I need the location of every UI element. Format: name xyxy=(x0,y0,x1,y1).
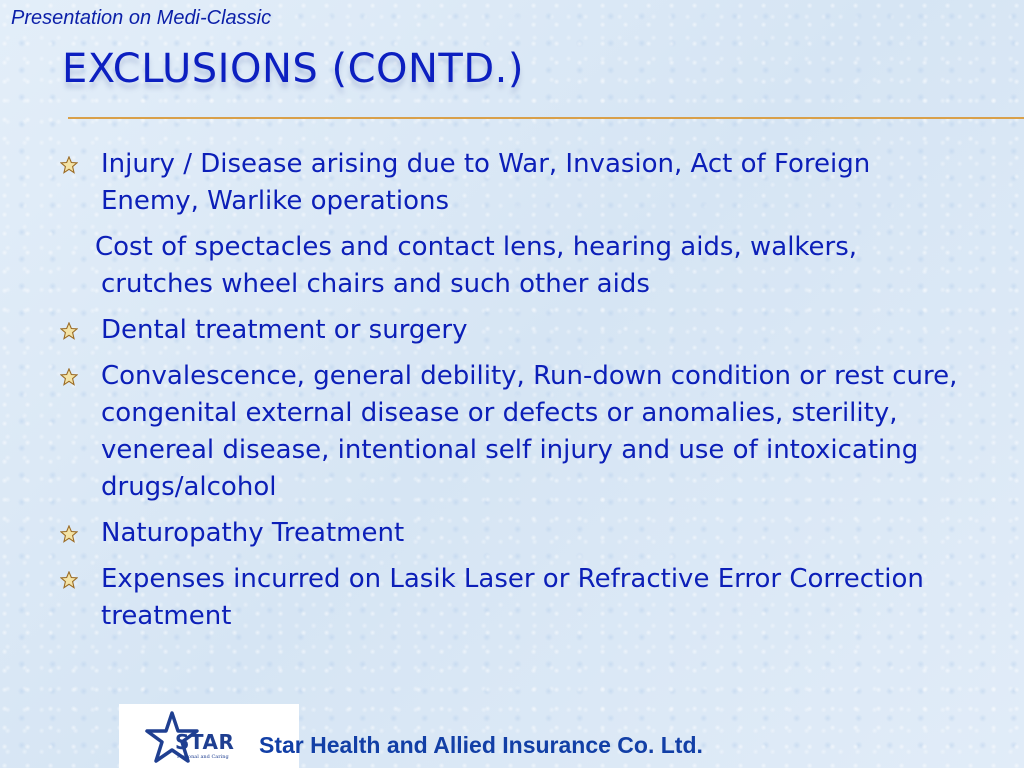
star-bullet-icon xyxy=(60,322,78,340)
bullet-text: Injury / Disease arising due to War, Invasion, Act of Foreign Enemy, Warlike operations xyxy=(101,149,871,216)
bullet-item-lasik xyxy=(60,561,970,635)
bullet-text: Cost of spectacles and contact lens, hearing aids, walkers, crutches wheel chairs and such other aids xyxy=(95,232,858,299)
bullet-text: Dental treatment or surgery xyxy=(101,315,468,345)
logo-wordmark: STAR xyxy=(175,730,235,754)
bullet-text: Expenses incurred on Lasik Laser or Refractive Error Correction treatment xyxy=(101,564,924,631)
star-bullet-icon xyxy=(60,368,78,386)
logo-tagline: Personal and Caring xyxy=(177,754,229,760)
bullet-item-convalescence xyxy=(60,358,970,506)
bullet-item-naturopathy xyxy=(60,515,970,552)
star-bullet-icon xyxy=(60,571,78,589)
bullet-item-war-injury xyxy=(60,146,970,220)
bullet-item-dental xyxy=(60,312,970,349)
title-divider xyxy=(68,117,1024,119)
star-bullet-icon xyxy=(60,525,78,543)
company-name: Star Health and Allied Insurance Co. Ltd. xyxy=(259,732,703,758)
bullet-text: Convalescence, general debility, Run-down condition or rest cure, congenital external disease or defects or anomalies, sterility, venereal disease, intentional self injury and use of intoxicating drugs/alcohol xyxy=(101,361,958,502)
bullet-list xyxy=(60,146,970,644)
presentation-subtitle: Presentation on Medi-Classic xyxy=(11,7,272,29)
star-bullet-icon xyxy=(60,156,78,174)
bullet-item-spectacles xyxy=(60,229,970,303)
slide-title: EXCLUSIONS (CONTD.) xyxy=(62,46,524,92)
bullet-text: Naturopathy Treatment xyxy=(101,518,405,548)
